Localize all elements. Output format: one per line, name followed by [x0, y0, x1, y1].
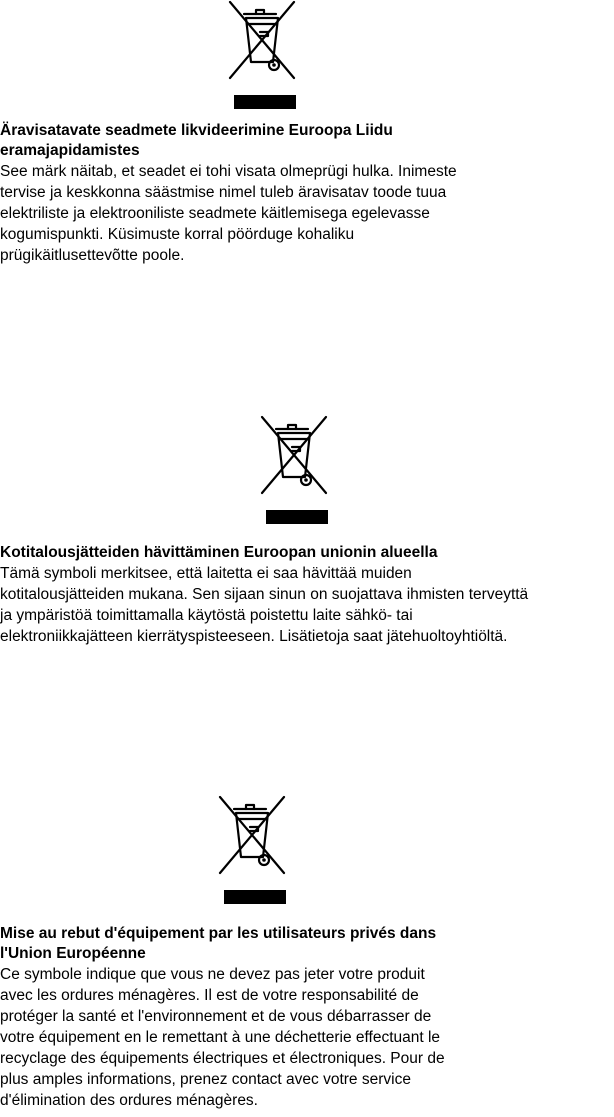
section-body: Tämä symboli merkitsee, että laitetta ei saa hävittää muiden kotitalousjätteiden mukana. Sen sijaan sinun on suojattava ihmisten terveyttä ja ympäristöä toimittamalla käytöstä poistettu laite sähkö- tai elektroniikkajätteen kierrätyspisteeseen. Lisätietoja saat jätehuoltoyhtiöltä.: [0, 565, 529, 645]
crossed-out-wheelie-bin-icon: [222, 0, 302, 112]
section-body: Ce symbole indique que vous ne devez pas jeter votre produit avec les ordures ménagères. Il est de votre responsabilité de protéger la santé et l'environnement et de vous débarrasser de votre équipement en le remettant à une déchetterie effectuant le recyclage des équipements électriques et électroniques. Pour de plus amples informations, prenez contact avec votre service d'élimination des ordures ménagères.: [0, 966, 445, 1109]
section-finnish: [0, 543, 614, 647]
crossed-out-wheelie-bin-icon: [212, 795, 292, 907]
section-body: See märk näitab, et seadet ei tohi visata olmeprügi hulka. Inimeste tervise ja keskkonna säästmise nimel tuleb äravisatav toode tuua elektriliste ja elektrooniliste seadmete käitlemisega egelevasse kogumispunkti. Küsimuste korral pöörduge kohaliku prügikäitlusettevõtte poole.: [0, 163, 457, 264]
section-title: Mise au rebut d'équipement par les utilisateurs privés dans l'Union Européenne: [0, 925, 437, 962]
crossed-out-wheelie-bin-icon: [254, 415, 334, 527]
section-title: Kotitalousjätteiden hävittäminen Euroopan unionin alueella: [0, 544, 438, 561]
section-title: Äravisatavate seadmete likvideerimine Euroopa Liidu eramajapidamistes: [0, 122, 393, 159]
section-french: [0, 924, 614, 1111]
section-estonian: [0, 121, 614, 266]
